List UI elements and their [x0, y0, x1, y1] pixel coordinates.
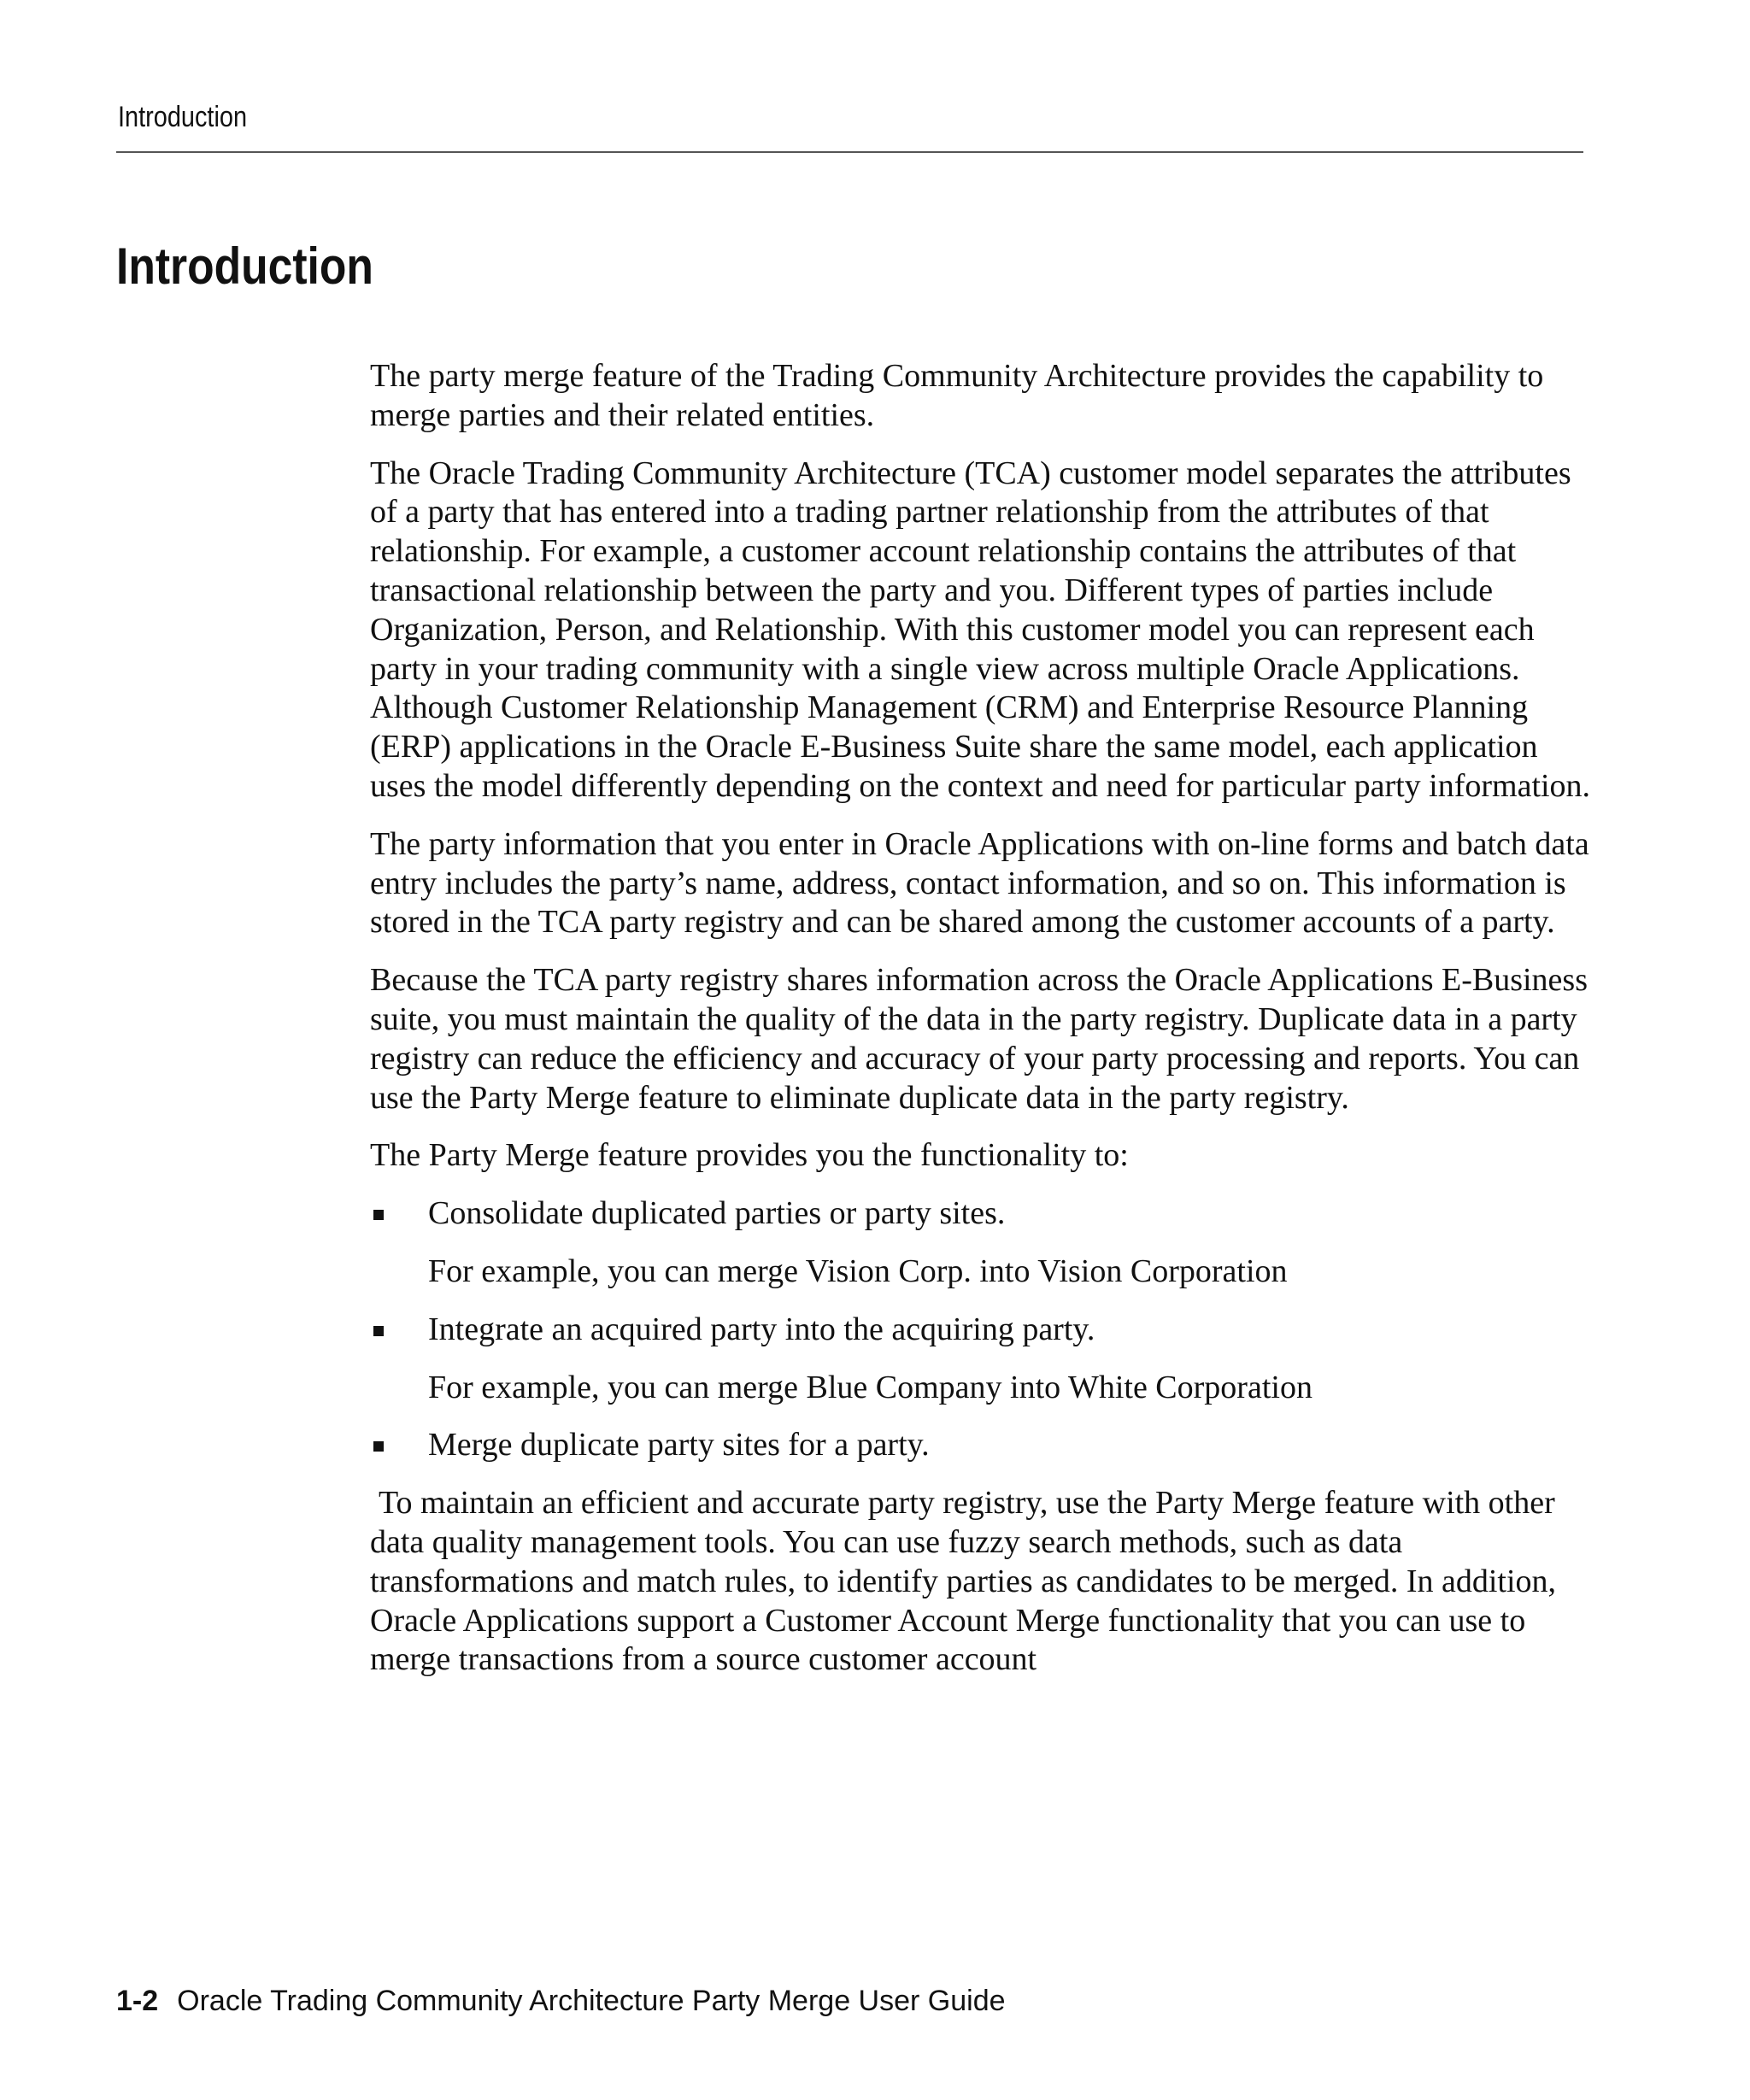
square-bullet-icon: [373, 1441, 384, 1452]
paragraph-party-information: The party information that you enter in Oracle Applications with on-line forms and batch data entry includes the party’s name, address, contact information, and so on. This information is stored in the TCA party registry and can be shared among the customer accounts of a party.: [370, 825, 1589, 941]
running-footer: [116, 1985, 1006, 2018]
paragraph-closing: To maintain an efficient and accurate party registry, use the Party Merge feature with other data quality management tools. You can use fuzzy search methods, such as data transformations and match rules, to identify parties as candidates to be merged. In addition, Oracle Applications support a Customer Account Merge functionality that you can use to merge transactions from a source customer account: [370, 1485, 1557, 1678]
square-bullet-icon: [373, 1210, 384, 1220]
list-item-example: For example, you can merge Vision Corp. into Vision Corporation: [428, 1252, 1288, 1289]
paragraph-tca-model: The Oracle Trading Community Architecture (TCA) customer model separates the attributes of a party that has entered into a trading partner relationship from the attributes of that relationship. For example, a customer account relationship contains the attributes of that transactional relationship between the party and you. Different types of parties include Organization, Person, and Relationship. With this customer model you can represent each party in your trading community with a single view across multiple Oracle Applications. Although Customer Relationship Management (CRM) and Enterprise Resource Planning (ERP) applications in the Oracle E-Business Suite share the same model, each application uses the model differently depending on the context and need for particular party information.: [370, 455, 1591, 804]
functionality-list: [370, 1194, 1592, 1465]
square-bullet-icon: [373, 1326, 384, 1336]
list-item: [370, 1311, 1592, 1408]
header-divider: [116, 151, 1583, 153]
page-title: Introduction: [116, 238, 373, 295]
list-item-text: Consolidate duplicated parties or party sites.: [428, 1195, 1006, 1232]
list-item-text: Integrate an acquired party into the acquiring party.: [428, 1311, 1095, 1347]
running-header: Introduction: [118, 101, 248, 133]
paragraph-intro: The party merge feature of the Trading Community Architecture provides the capability to merge parties and their related entities.: [370, 358, 1544, 433]
paragraph-data-quality: Because the TCA party registry shares information across the Oracle Applications E-Business suite, you must maintain the quality of the data in the party registry. Duplicate data in a party registry can reduce the efficiency and accuracy of your party processing and reports. You can use the Party Merge feature to eliminate duplicate data in the party registry.: [370, 962, 1588, 1116]
list-item-text: Merge duplicate party sites for a party.: [428, 1427, 930, 1464]
paragraph-functionality-lead: The Party Merge feature provides you the functionality to:: [370, 1137, 1129, 1174]
body-content: [370, 357, 1592, 1698]
list-item-example: For example, you can merge Blue Company into White Corporation: [428, 1369, 1312, 1405]
list-item: [370, 1426, 1592, 1465]
list-item: [370, 1194, 1592, 1292]
footer-book-title: Oracle Trading Community Architecture Party Merge User Guide: [177, 1985, 1006, 2017]
footer-page-number: 1-2: [116, 1985, 159, 2017]
